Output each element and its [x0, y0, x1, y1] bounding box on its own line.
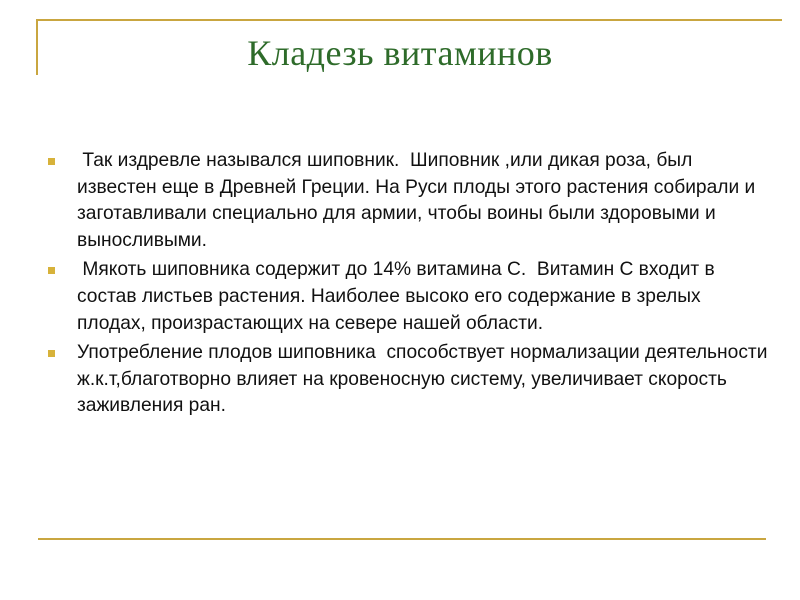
list-item-text: Употребление плодов шиповника способствует нормализации деятельности ж.к.т,благотворно влияет на кровеносную систему, увеличивает скорость заживления ран.: [77, 342, 773, 417]
bullet-square-icon: [48, 158, 55, 165]
list-item: [42, 340, 772, 420]
list-item-text: Так издревле назывался шиповник. Шиповник ,или дикая роза, был известен еще в Древней Греции. На Руси плоды этого растения собирали и заготавливали специально для армии, чтобы воины были здоровыми и выносливыми.: [77, 150, 761, 251]
bullet-square-icon: [48, 267, 55, 274]
list-item: [42, 148, 772, 254]
bullet-square-icon: [48, 350, 55, 357]
slide-title: Кладезь витаминов: [247, 33, 553, 73]
bullet-list: [42, 148, 772, 423]
list-item-text: Мякоть шиповника содержит до 14% витамина С. Витамин С входит в состав листьев растения. Наиболее высоко его содержание в зрелых плодах, произрастающих на севере нашей области.: [77, 259, 721, 334]
list-item: [42, 257, 772, 337]
frame-bottom-line: [38, 538, 766, 540]
frame-top-line: [38, 19, 782, 21]
